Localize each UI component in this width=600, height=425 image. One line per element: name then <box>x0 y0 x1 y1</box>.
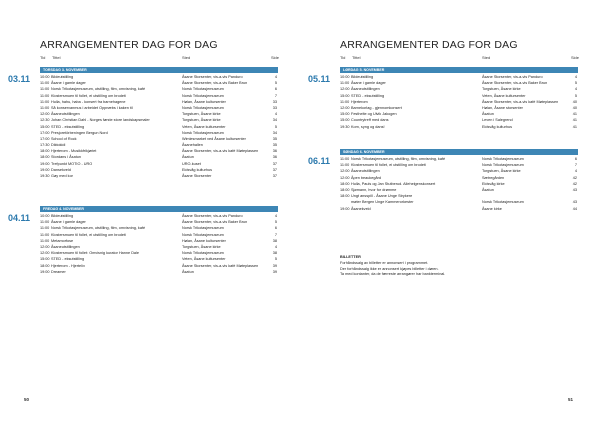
event-time: 11:00 <box>40 232 50 237</box>
event-place: Norsk Trikotasjemuseum <box>482 200 524 205</box>
event-page: 37 <box>272 161 277 166</box>
event-page: 34 <box>272 118 277 123</box>
event-place: Åsane Storsenter, vis-a-vis Panduro <box>182 214 243 218</box>
event-title: School of Rock <box>51 136 77 141</box>
event-page: 41 <box>572 118 577 123</box>
event-title: Norsk Trikotasjemuseum, utstilling, film, omvisning, kafé <box>51 87 146 92</box>
event-page: 40 <box>572 105 577 110</box>
event-title: Åsaneutstillingen <box>51 112 80 117</box>
event-title: STED - eksutstilling <box>51 257 85 262</box>
event-page: 37 <box>272 167 277 172</box>
day-band: SØNDAG 6. NOVEMBER <box>340 149 578 155</box>
event-page: 6 <box>274 87 277 92</box>
event-page: 40 <box>572 99 577 104</box>
event-page: 36 <box>272 149 277 154</box>
event-place: Wimlesmarket ved Åsane kultursenter <box>182 136 246 141</box>
event-time: 18:00 <box>340 181 350 186</box>
event-title: Norsk Trikotasjemuseum, utstilling, film, omvisning, kafé <box>51 226 146 231</box>
column-header-side: Side <box>271 55 280 60</box>
date-label: 03.11 <box>8 74 31 84</box>
event-title: Så konservanmus i arbeidet Oppnæbs i kaken til <box>51 105 133 110</box>
event-title: Åsaneutstillingen <box>351 87 380 92</box>
event-time: 19:30 <box>40 174 50 178</box>
event-title: Ungt ansspill - Åsane Unge Strykere <box>351 194 413 199</box>
event-place: Hølan, Åsane storsenter <box>482 105 523 110</box>
day-band: LØRDAG 5. NOVEMBER <box>340 67 578 73</box>
event-title: Åsane i gamle dager <box>351 81 386 86</box>
event-page: 33 <box>272 99 277 104</box>
event-page: 4 <box>274 244 277 249</box>
event-page: 6 <box>574 157 577 161</box>
event-page: 43 <box>572 187 577 192</box>
event-title: STED - eksutstilling <box>351 93 385 98</box>
event-title: Trefpunkt MOTIO - URO <box>51 161 93 166</box>
tickets-heading: BILLETTER <box>340 255 361 259</box>
event-time: 17:00 <box>40 136 50 141</box>
event-page: 35 <box>272 136 277 141</box>
event-list <box>340 156 578 212</box>
event-place: Eidsvåg kulturhus <box>482 124 512 129</box>
event-page: 5 <box>274 220 277 225</box>
event-place: Norsk Trikotasjemuseum <box>182 130 224 135</box>
event-title: Metamorfose <box>51 238 74 243</box>
page-title: ARRANGEMENTER DAG FOR DAG <box>340 39 518 51</box>
event-time: 11:00 <box>340 81 350 86</box>
event-title: Stordans i Åsatun <box>51 155 81 160</box>
event-place: Eidsvåg kirke <box>482 181 505 186</box>
event-time: 12:00 <box>340 175 350 180</box>
event-title: Dansekveld <box>51 167 71 172</box>
column-header-side: Side <box>571 55 580 60</box>
event-time: 11:00 <box>40 93 50 98</box>
event-title: Hjerterom - Musikkfrikjøriet <box>51 149 97 154</box>
event-page: 38 <box>272 238 277 243</box>
event-title: Hulla, hahu, haba - konsert fra barnehagene <box>51 99 126 104</box>
event-time: 10:00 <box>40 75 50 79</box>
event-title: Johan Christian Dahl - Norges første store landskapsmaler <box>51 118 150 123</box>
event-place: Norsk Trikotasjemuseum <box>182 93 224 98</box>
event-time: 19:00 <box>40 269 50 274</box>
event-page: 42 <box>572 181 577 186</box>
event-time: 12:00 <box>40 251 50 256</box>
event-time: 19:30 <box>340 124 350 129</box>
event-page: 34 <box>272 130 277 135</box>
day-band: FREDAG 4. NOVEMBER <box>40 206 278 212</box>
tickets-info <box>340 255 570 278</box>
event-place: Norsk Trikotasjemuseum <box>482 163 524 168</box>
event-place: Åsane Storsenter, vis-a-vis kafé Møteplassen <box>182 149 259 154</box>
event-page: 7 <box>574 163 577 168</box>
event-time: 11:00 <box>40 105 50 110</box>
event-page: 6 <box>274 226 277 231</box>
tickets-line: Ta med kontanter, da de færreste arrangører har bankterminal. <box>340 272 446 277</box>
event-place: Norsk Trikotasjemuseum <box>182 87 224 92</box>
event-place: Åsane Storsenter, vis-a-vis Baker Brun <box>182 81 248 86</box>
event-page: 5 <box>574 93 577 98</box>
event-title: Countrytreff med dans <box>351 118 389 123</box>
event-time: 11:00 <box>40 81 50 86</box>
event-time: 12:00 <box>340 169 350 174</box>
event-title: Åsaneutstillingen <box>351 169 380 174</box>
event-page: 41 <box>572 124 577 129</box>
event-title: Klostersmuen til follet: Omvisnig kurator Hanne Dale <box>51 251 139 256</box>
event-title: Åsanekveld <box>351 206 371 211</box>
event-page: 5 <box>274 81 277 86</box>
event-place: Åsane Storsenter, vis-a-vis Baker Brun <box>182 220 248 225</box>
event-time: 11:00 <box>40 226 50 231</box>
event-place: Åsane Storsenter <box>182 174 212 178</box>
event-title: Barnekorlag - gjennomkonsert <box>351 105 402 110</box>
event-row <box>340 206 578 212</box>
event-place: Torgstuen, Åsane kirke <box>182 118 221 123</box>
event-row <box>340 124 578 130</box>
event-time: 15:00 <box>340 118 350 123</box>
event-title: Klostersmuen til follet, ei utstilling om brodeti <box>51 232 126 237</box>
event-place: Norsk Trikotasjemuseum <box>482 157 524 161</box>
event-page: 39 <box>272 269 277 274</box>
event-title: Hjerterom - Hjertelív <box>51 263 85 268</box>
event-title: Åsaneutstillingen <box>51 244 80 249</box>
event-time: 18:00 <box>340 194 350 199</box>
right-page <box>300 0 600 425</box>
event-row <box>40 173 278 179</box>
event-time: 11:00 <box>40 220 50 225</box>
event-page: 7 <box>274 232 277 237</box>
event-time: 17:30 <box>40 143 50 148</box>
event-page: 4 <box>274 75 277 79</box>
day-band: TORSDAG 3. NOVEMBER <box>40 67 278 73</box>
event-time: 15:00 <box>40 257 50 262</box>
event-place: URO-kuset <box>182 161 201 166</box>
tickets-line: Der forhåndssalg ikke er annonsert kjøpes billetter i døren. <box>340 266 439 271</box>
event-time: 11:00 <box>340 99 350 104</box>
event-page: 43 <box>572 200 577 205</box>
event-time: 18:00 <box>40 155 50 160</box>
event-page: 5 <box>574 81 577 86</box>
date-label: 04.11 <box>8 213 31 223</box>
event-title: Åsane i gamle dager <box>51 81 86 86</box>
event-time: 19:00 <box>40 167 50 172</box>
event-page: 4 <box>274 214 277 218</box>
event-place: Norsk Trikotasjemuseum <box>182 251 224 256</box>
event-time: 11:00 <box>40 238 50 243</box>
event-time: 12:30 <box>40 118 50 123</box>
event-title: Kom, syng og dans! <box>351 124 385 129</box>
event-page: 4 <box>574 75 577 79</box>
page-number: 51 <box>568 397 574 402</box>
event-page: 5 <box>274 124 277 129</box>
event-page: 42 <box>572 175 577 180</box>
event-time: 17:00 <box>40 130 50 135</box>
event-place: Norsk Trikotasjemuseum <box>182 105 224 110</box>
event-page: 38 <box>272 251 277 256</box>
event-place: Leven i Salegrend <box>482 118 513 123</box>
date-label: 06.11 <box>308 156 331 166</box>
event-row <box>40 269 278 275</box>
event-time: 15:00 <box>340 93 350 98</box>
column-header-tid: Tid <box>340 55 346 60</box>
event-title: Presjoretörbeningen Bergun Nord <box>51 130 108 135</box>
event-time: 12:00 <box>40 244 50 249</box>
event-place: Veten, Åsane kultursenter <box>182 257 226 262</box>
event-list <box>40 213 278 275</box>
event-time: 15:00 <box>40 124 50 129</box>
column-header-tid: Tid <box>40 55 46 60</box>
event-title: Hjerterom <box>351 99 368 104</box>
event-title: Hulla, Pauls og Jan Stutberud. Allehelgenskonsert <box>351 181 436 186</box>
event-place: Torgstuen, Åsane kirke <box>482 87 521 92</box>
event-page: 4 <box>274 112 277 117</box>
event-list <box>340 74 578 130</box>
event-page: 4 <box>574 169 577 174</box>
event-place: Åsatun <box>482 112 494 117</box>
event-time: 12:00 <box>340 105 350 110</box>
event-title: Bildeutstilling <box>51 214 74 218</box>
event-list <box>40 74 278 179</box>
event-title: Sjømann, hvor for drømme <box>351 187 397 192</box>
event-place: Sætregården <box>482 175 505 180</box>
event-title: Åsane i gamle dager <box>51 220 86 225</box>
event-time: 11:00 <box>340 157 350 161</box>
column-header-sted: Sted <box>482 55 491 60</box>
event-title: STED - eksutstilling <box>51 124 85 129</box>
event-place: Eidsvåg kulturhus <box>182 167 212 172</box>
event-page: 5 <box>274 257 277 262</box>
event-place: Veten, Åsane kultursenter <box>182 124 226 129</box>
event-time: 10:00 <box>40 214 50 218</box>
event-place: Åsane Storsenter, vis-a-vis Baker Brun <box>482 81 548 86</box>
event-page: 44 <box>572 206 577 211</box>
event-place: Veten, Åsane kultursenter <box>482 93 526 98</box>
event-place: Torgstuen, Åsane kirke <box>182 112 221 117</box>
event-place: Åsane Storsenter, vis-a-vis kafé Møteplassen <box>182 263 259 268</box>
event-place: Hølan, Åsane kultursenter <box>182 238 226 243</box>
event-place: Hølan, Åsane kultursenter <box>182 99 226 104</box>
event-time: 12:00 <box>340 87 350 92</box>
event-place: Åsane Storsenter, vis-a-vis Panduro <box>482 75 543 79</box>
event-title: Festhelte og Ulvik Jakogen <box>351 112 397 117</box>
event-title: Klostersmuen til follet, ei utstilling om brodeti <box>51 93 126 98</box>
column-header-tittel: Tittel <box>52 55 61 60</box>
event-place: Åsane Storsenter, vis-a-vis kafé Møteplassen <box>482 99 559 104</box>
event-place: Torgstuen, Åsane kirke <box>182 244 221 249</box>
event-title: Åpen beaukegård <box>351 175 381 180</box>
event-place: Torgstuen, Åsane kirke <box>482 169 521 174</box>
event-time: 18:00 <box>40 263 50 268</box>
event-place: Åsatun <box>182 155 194 160</box>
event-time: 19:00 <box>40 161 50 166</box>
column-header-sted: Sted <box>182 55 191 60</box>
event-time: 15:00 <box>340 112 350 117</box>
event-time: 12:00 <box>40 112 50 117</box>
event-page: 7 <box>274 93 277 98</box>
page-title: ARRANGEMENTER DAG FOR DAG <box>40 39 218 51</box>
event-place: Åsane kirke <box>482 206 502 211</box>
event-time: 11:00 <box>40 99 50 104</box>
event-place: Åsatun <box>482 187 494 192</box>
event-page: 41 <box>572 112 577 117</box>
event-place: Åsane Storsenter, vis-a-vis Panduro <box>182 75 243 79</box>
event-time: 11:00 <box>40 87 50 92</box>
event-page: 33 <box>272 105 277 110</box>
event-place: Åsatun <box>182 269 194 274</box>
event-time: 11:00 <box>340 163 350 168</box>
event-title: Bildeutstilling <box>351 75 374 79</box>
event-page: 36 <box>272 155 277 160</box>
event-time: 10:00 <box>340 75 350 79</box>
event-title: Diktokidi <box>51 143 66 148</box>
event-title: Dreamer <box>51 269 66 274</box>
event-page: 39 <box>272 263 277 268</box>
event-title: Gøy med kor <box>51 174 73 178</box>
event-place: Norsk Trikotasjemuseum <box>182 226 224 231</box>
event-page: 4 <box>574 87 577 92</box>
column-header-tittel: Tittel <box>352 55 361 60</box>
event-place: Norsk Trikotasjemuseum <box>182 232 224 237</box>
date-label: 05.11 <box>308 74 331 84</box>
event-time: 19:00 <box>340 206 350 211</box>
page-number: 50 <box>24 397 30 402</box>
event-title: Klostersmuen til follet, ei utstilling om brodeti <box>351 163 426 168</box>
event-title: Bildeutstilling <box>51 75 74 79</box>
event-page: 37 <box>272 174 277 178</box>
event-time: 18:00 <box>340 187 350 192</box>
event-time: 18:00 <box>40 149 50 154</box>
event-page: 35 <box>272 143 277 148</box>
tickets-line: Forhåndssalg av billetter er annonsert i programmet. <box>340 260 429 265</box>
event-title: Norsk Trikotasjemuseum, utstilling, film, omvisning, kafé <box>351 157 446 161</box>
event-place: Åsanehallen <box>182 143 203 148</box>
event-title: møter Bergen Unge Kammerorkester <box>351 200 414 205</box>
